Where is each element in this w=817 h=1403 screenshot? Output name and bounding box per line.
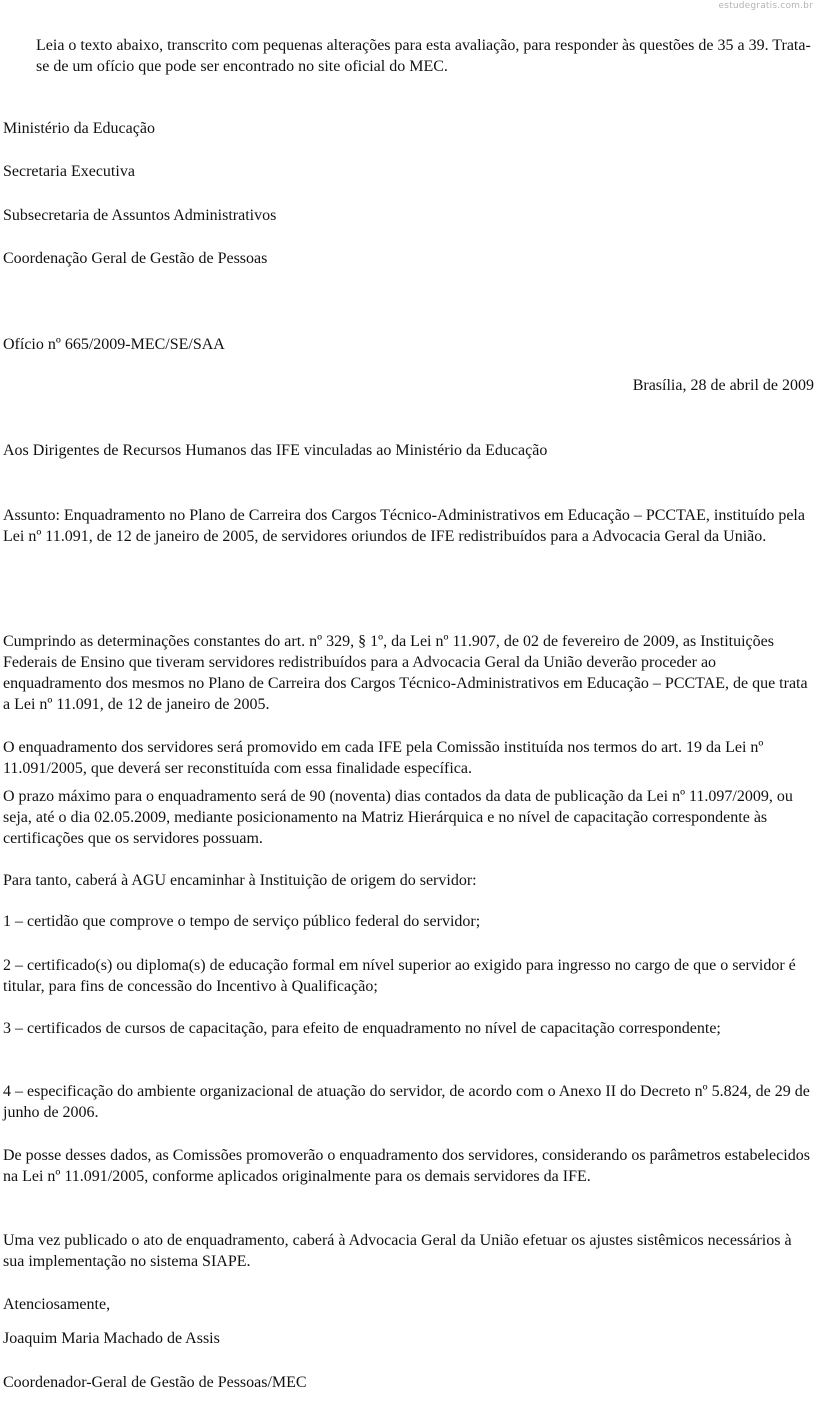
list-item-1: 1 – certidão que comprove o tempo de serviço público federal do servidor; [3,913,481,930]
header-subsecretariat: Subsecretaria de Assuntos Administrativos [3,207,277,224]
body-paragraph-5: De posse desses dados, as Comissões promoverão o enquadramento dos servidores, considerando os parâmetros estabelecidos na Lei nº 11.091/2005, conforme aplicados originalmente para os demais servidores da IFE. [3,1147,810,1185]
document-date: Brasília, 28 de abril de 2009 [632,377,814,394]
body-paragraph-6: Uma vez publicado o ato de enquadramento, caberá à Advocacia Geral da União efetuar os ajustes sistêmicos necessários à sua implementação no sistema SIAPE. [3,1232,792,1270]
header-coordination: Coordenação Geral de Gestão de Pessoas [3,250,268,267]
intro-text: Leia o texto abaixo, transcrito com pequenas alterações para esta avaliação, para responder às questões de 35 a 39. Trata-se de um ofício que pode ser encontrado no site oficial do MEC. [36,37,811,75]
header-ministry: Ministério da Educação [3,120,155,137]
list-item-4: 4 – especificação do ambiente organizacional de atuação do servidor, de acordo com o Anexo II do Decreto nº 5.824, de 29 de junho de 2006. [3,1083,810,1121]
closing-salutation: Atenciosamente, [3,1296,111,1313]
signatory-name: Joaquim Maria Machado de Assis [3,1330,220,1347]
body-paragraph-4: Para tanto, caberá à AGU encaminhar à Instituição de origem do servidor: [3,872,477,889]
oficio-number: Ofício nº 665/2009-MEC/SE/SAA [3,336,225,353]
body-paragraph-1: Cumprindo as determinações constantes do art. nº 329, § 1º, da Lei nº 11.907, de 02 de fevereiro de 2009, as Instituições Federais de Ensino que tiveram servidores redistribuídos para a Advocacia Geral da União deverão proceder ao enquadramento dos mesmos no Plano de Carreira dos Cargos Técnico-Administrativos em Educação – PCCTAE, de que trata a Lei nº 11.091, de 12 de janeiro de 2005. [3,633,808,713]
body-paragraph-3: O prazo máximo para o enquadramento será de 90 (noventa) dias contados da data de publicação da Lei nº 11.097/2009, ou seja, até o dia 02.05.2009, mediante posicionamento na Matriz Hierárquica e no nível de capacitação correspondente às certificações que os servidores possuam. [3,788,793,847]
subject: Assunto: Enquadramento no Plano de Carreira dos Cargos Técnico-Administrativos em Educação – PCCTAE, instituído pela Lei nº 11.091, de 12 de janeiro de 2005, de servidores oriundos de IFE redistribuídos para a Advocacia Geral da União. [3,507,805,545]
recipients: Aos Dirigentes de Recursos Humanos das IFE vinculadas ao Ministério da Educação [3,442,548,459]
header-secretariat: Secretaria Executiva [3,163,135,180]
list-item-2: 2 – certificado(s) ou diploma(s) de educação formal em nível superior ao exigido para ingresso no cargo de que o servidor é titular, para fins de concessão do Incentivo à Qualificação; [3,957,796,995]
body-paragraph-2: O enquadramento dos servidores será promovido em cada IFE pela Comissão instituída nos termos do art. 19 da Lei nº 11.091/2005, que deverá ser reconstituída com essa finalidade específica. [3,739,764,777]
list-item-3: 3 – certificados de cursos de capacitação, para efeito de enquadramento no nível de capacitação correspondente; [3,1020,721,1037]
watermark: estudegratis.com.br [718,1,813,11]
signatory-title: Coordenador-Geral de Gestão de Pessoas/MEC [3,1374,307,1391]
